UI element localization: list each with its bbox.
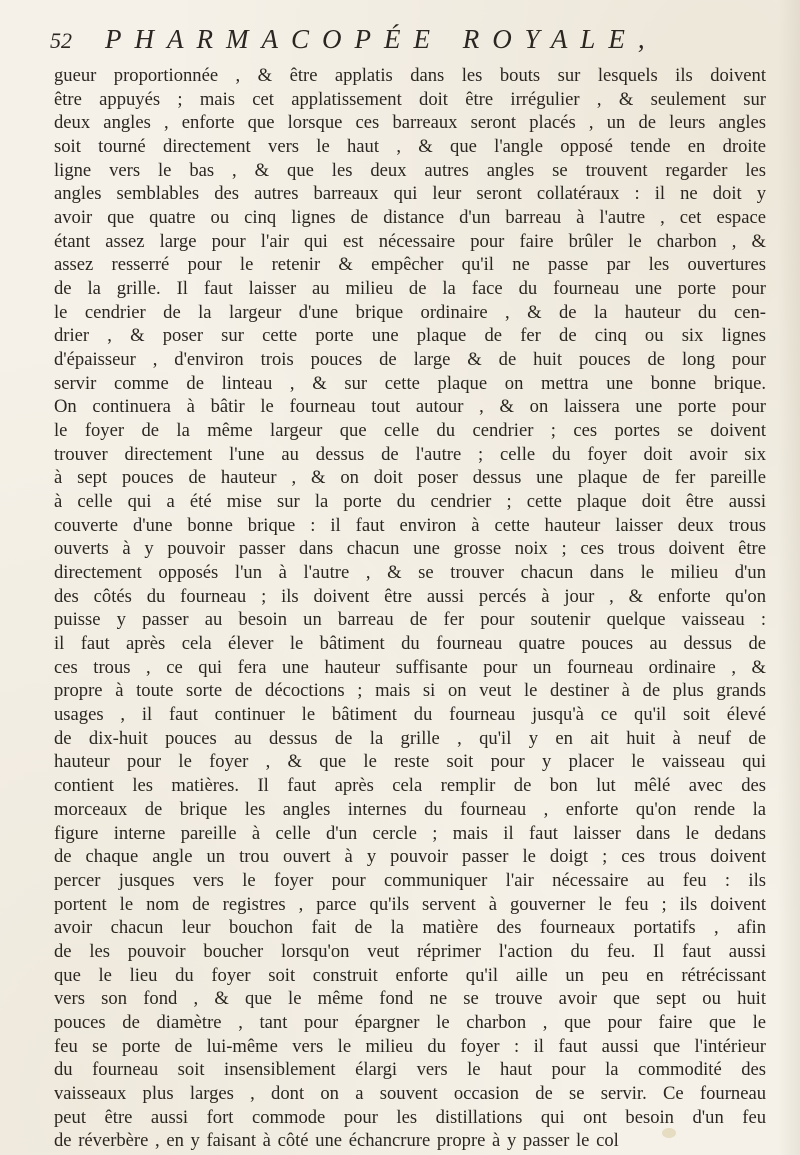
page-header (50, 22, 770, 62)
text-line: morceaux de brique les angles internes du fourneau , enforte qu'on rende la (54, 798, 766, 820)
text-line: trouver directement l'une au dessus de l'autre ; celle du foyer doit avoir six (54, 443, 766, 465)
text-line: de les pouvoir boucher lorsqu'on veut réprimer l'action du feu. Il faut aussi (54, 940, 766, 962)
page-edge-shadow (778, 0, 800, 1155)
text-line: ouverts à y pouvoir passer dans chacun une grosse noix ; ces trous doivent être (54, 538, 766, 560)
body-text (54, 64, 766, 1153)
text-line: étant assez large pour l'air qui est nécessaire pour faire brûler le charbon , & (54, 230, 766, 252)
text-line: soit tourné directement vers le haut , & que l'angle opposé tende en droite (54, 136, 766, 158)
text-line: angles semblables des autres barreaux qui leur seront collatéraux : il ne doit y (54, 183, 766, 205)
text-line: servir comme de linteau , & sur cette plaque on mettra une bonne brique. (54, 372, 766, 394)
ink-stain (662, 1128, 676, 1138)
text-line: pouces de diamètre , tant pour épargner le charbon , que pour faire que le (54, 1011, 766, 1033)
text-line: le foyer de la même largeur que celle du cendrier ; ces portes se doivent (54, 420, 766, 442)
text-line: vaisseaux plus larges , dont on a souvent occasion de se servir. Ce fourneau (54, 1082, 766, 1104)
text-line: à celle qui a été mise sur la porte du cendrier ; cette plaque doit être aussi (54, 491, 766, 513)
text-line: usages , il faut continuer le bâtiment du fourneau jusqu'à ce qu'il soit élevé (54, 704, 766, 726)
text-line: peut être aussi fort commode pour les distillations qui ont besoin d'un feu (54, 1106, 766, 1128)
text-line: ces trous , ce qui fera une hauteur suffisante pour un fourneau ordinaire , & (54, 656, 766, 678)
text-line: gueur proportionnée , & être applatis dans les bouts sur lesquels ils doivent (54, 65, 766, 86)
text-line: contient les matières. Il faut après cela remplir de bon lut mêlé avec des (54, 775, 766, 797)
text-line: couverte d'une bonne brique : il faut environ à cette hauteur laisser deux trous (54, 514, 766, 536)
text-line: de chaque angle un trou ouvert à y pouvoir passer le doigt ; ces trous doivent (54, 846, 766, 868)
text-line: des côtés du fourneau ; ils doivent être aussi percés à jour , & enforte qu'on (54, 585, 766, 607)
text-line: que le lieu du foyer soit construit enforte qu'il aille un peu en rétrécissant (54, 964, 766, 986)
text-line: de la grille. Il faut laisser au milieu de la face du fourneau une porte pour (54, 278, 766, 300)
text-line: à sept pouces de hauteur , & on doit poser dessus une plaque de fer pareille (54, 467, 766, 489)
text-line: On continuera à bâtir le fourneau tout autour , & on laissera une porte pour (54, 396, 766, 418)
text-line: vers son fond , & que le même fond ne se trouve avoir que sept ou huit (54, 988, 766, 1010)
text-line: être appuyés ; mais cet applatissement doit être irrégulier , & seulement sur (54, 88, 766, 110)
text-line: feu se porte de lui-même vers le milieu du foyer : il faut aussi que l'intérieur (54, 1035, 766, 1057)
text-line: de réverbère , en y faisant à côté une échancrure propre à y passer le col (54, 1130, 619, 1152)
text-line: hauteur pour le foyer , & que le reste soit pour y placer le vaisseau qui (54, 751, 766, 773)
text-line: propre à toute sorte de décoctions ; mais si on veut le destiner à de plus grands (54, 680, 766, 702)
text-line: de dix-huit pouces au dessus de la grille , qu'il y en ait huit à neuf de (54, 727, 766, 749)
text-line: deux angles , enforte que lorsque ces barreaux seront placés , un de leurs angles (54, 112, 766, 134)
text-line: d'épaisseur , d'environ trois pouces de large & de huit pouces de long pour (54, 349, 766, 371)
text-line: du fourneau soit insensiblement élargi vers le haut pour la commodité des (54, 1059, 766, 1081)
running-title: PHARMACOPÉE ROYALE, (105, 24, 658, 54)
text-line: il faut après cela élever le bâtiment du fourneau quatre pouces au dessus de (54, 633, 766, 655)
page-number: 52 (50, 28, 72, 53)
text-line: avoir chacun leur bouchon fait de la matière des fourneaux portatifs , afin (54, 917, 766, 939)
text-line: le cendrier de la largeur d'une brique ordinaire , & de la hauteur du cen- (54, 301, 766, 323)
text-line: assez resserré pour le retenir & empêcher qu'il ne passe par les ouvertures (54, 254, 766, 276)
text-line: percer jusques vers le foyer pour communiquer l'air nécessaire au feu : ils (54, 869, 766, 891)
text-line: figure interne pareille à celle d'un cercle ; mais il faut laisser dans le dedans (54, 822, 766, 844)
text-line: avoir que quatre ou cinq lignes de distance d'un barreau à l'autre , cet espace (54, 207, 766, 229)
text-line: puisse y passer au besoin un barreau de fer pour soutenir quelque vaisseau : (54, 609, 766, 631)
text-line: drier , & poser sur cette porte une plaque de fer de cinq ou six lignes (54, 325, 766, 347)
text-line: directement opposés l'un à l'autre , & se trouver chacun dans le milieu d'un (54, 562, 766, 584)
text-line: ligne vers le bas , & que les deux autres angles se trouvent regarder les (54, 159, 766, 181)
text-line: portent le nom de registres , parce qu'ils servent à gouverner le feu ; ils doivent (54, 893, 766, 915)
